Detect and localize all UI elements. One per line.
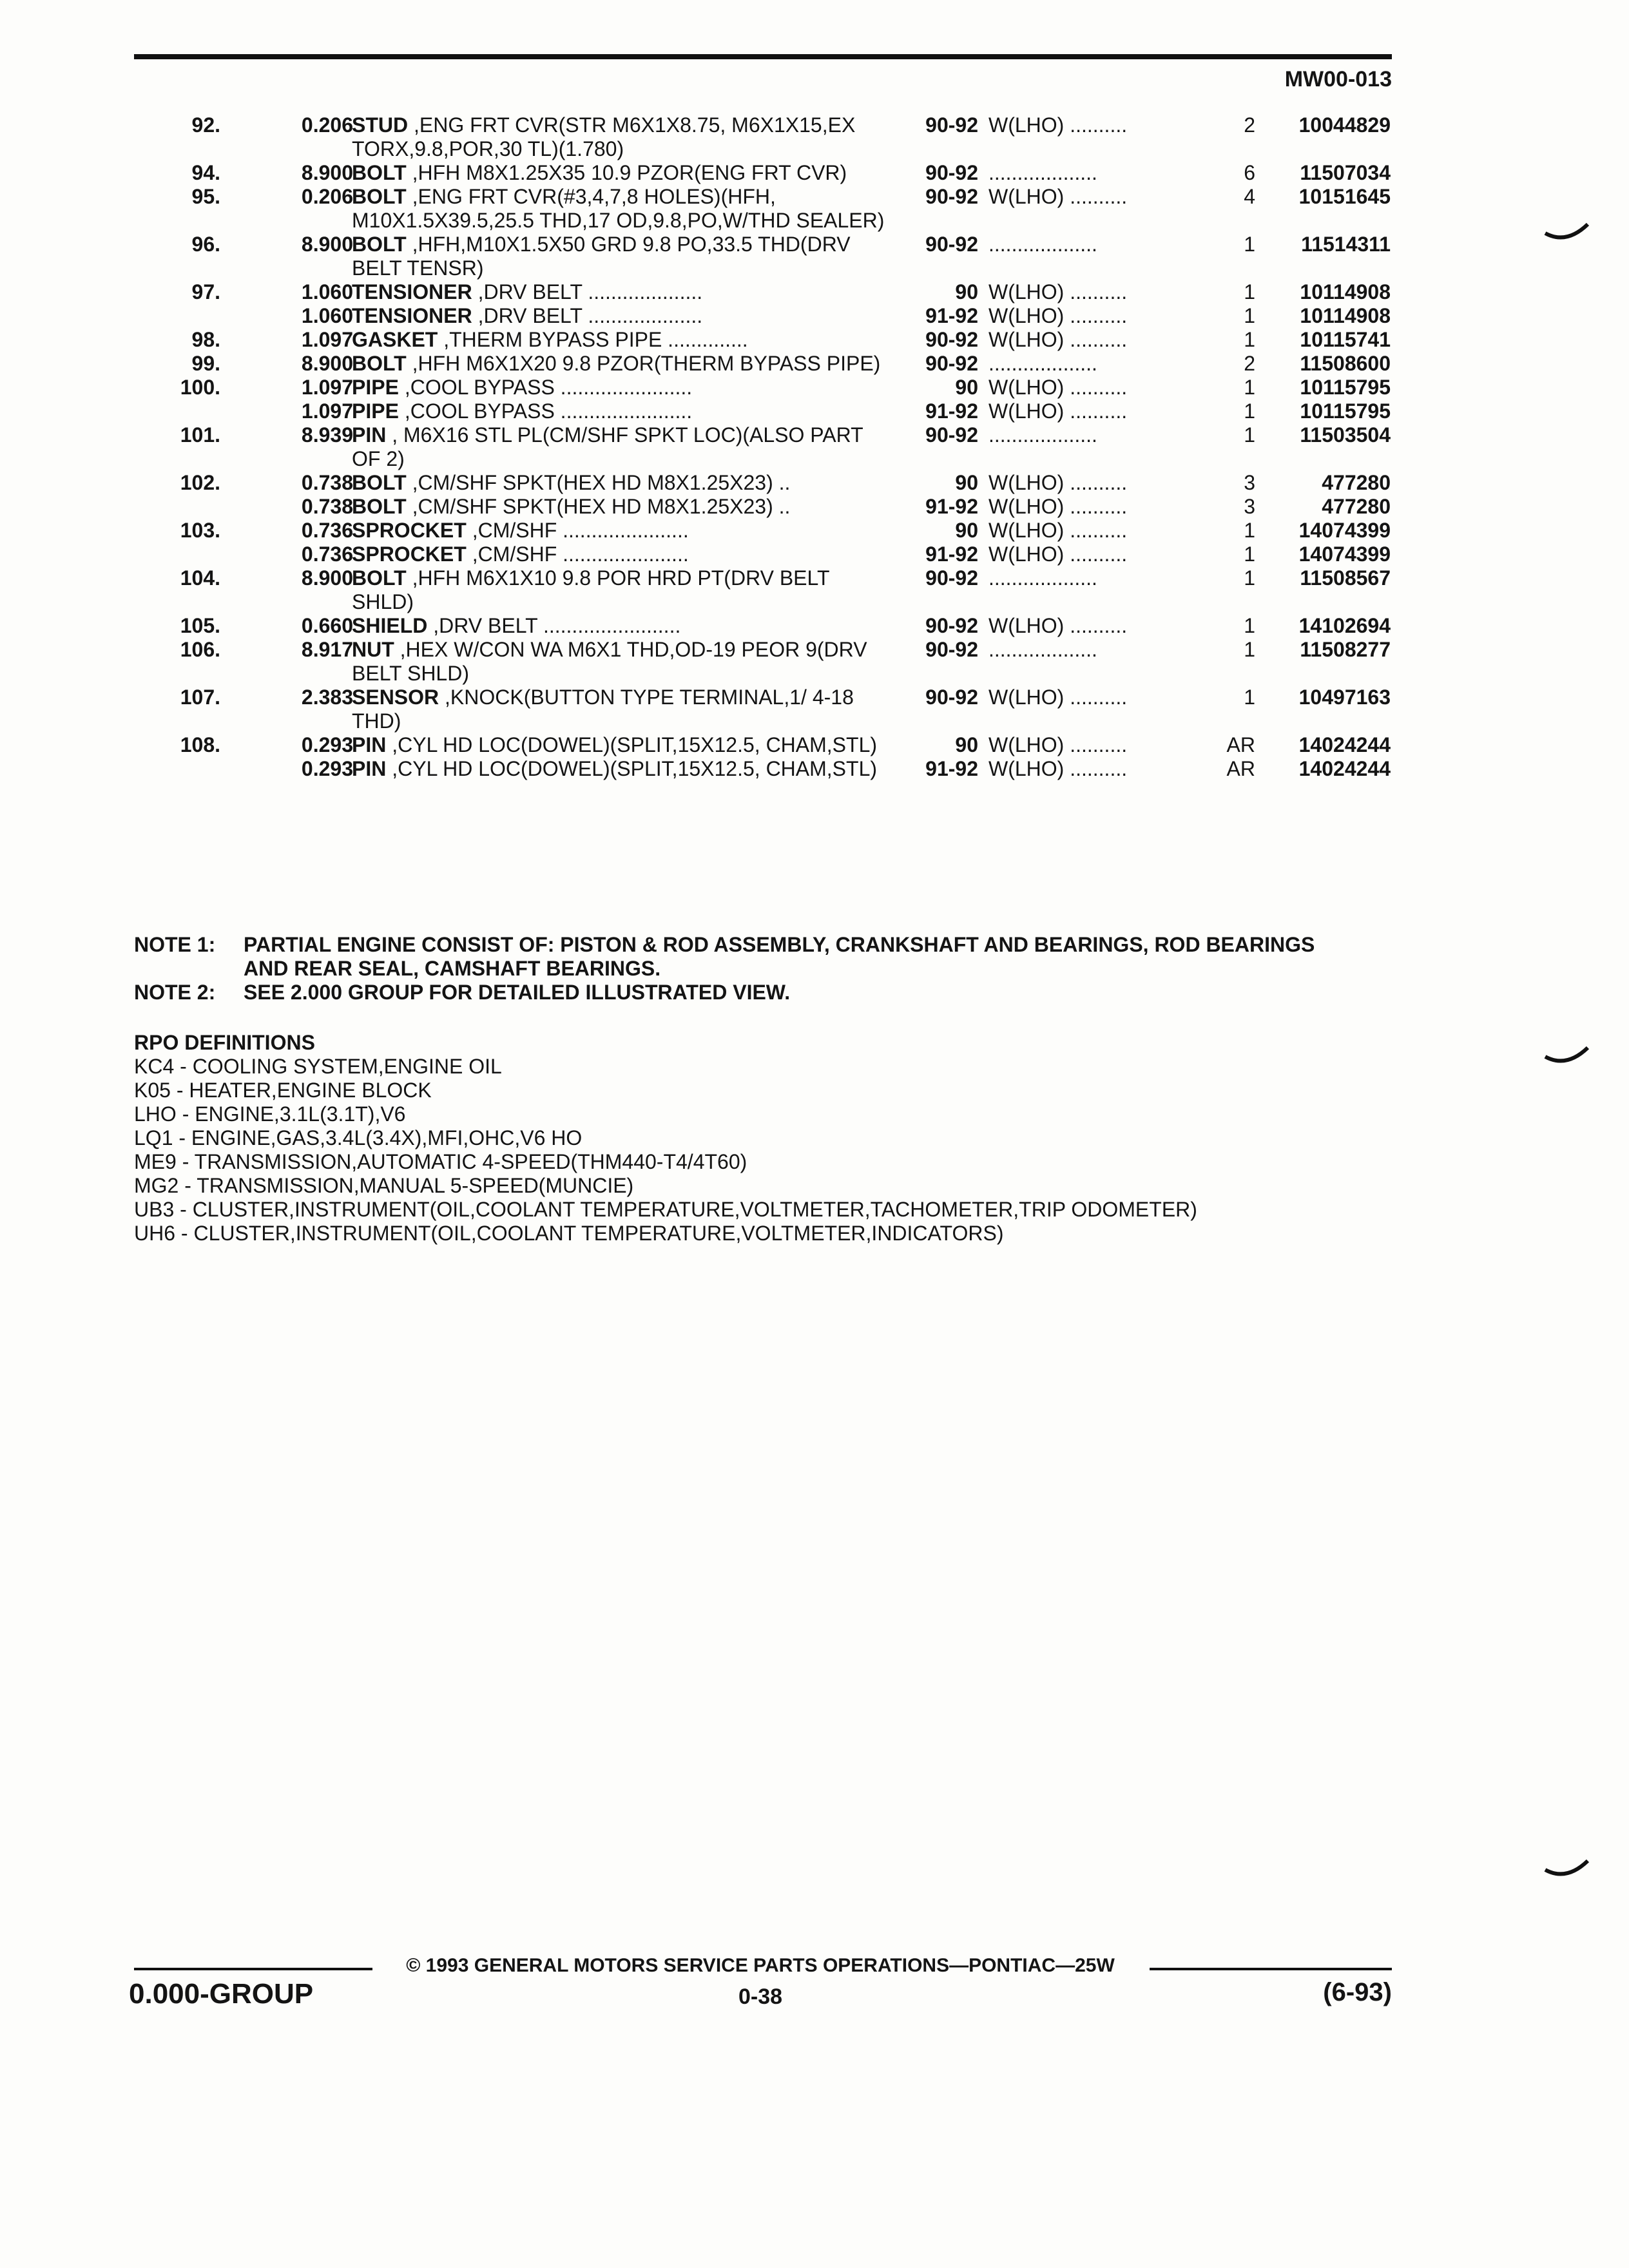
notes-section — [134, 933, 1358, 1004]
part-name: BOLT — [352, 352, 407, 375]
part-row — [134, 399, 1392, 423]
group-number: 1.097 — [301, 328, 353, 351]
part-description — [352, 304, 887, 328]
group-number: 0.660 — [301, 614, 353, 637]
part-name: PIN — [352, 423, 387, 447]
ref-number: 99. — [191, 352, 220, 375]
part-number: 10115795 — [1300, 376, 1391, 399]
binder-mark-icon — [1544, 1043, 1589, 1068]
part-description — [352, 686, 887, 733]
part-description — [352, 328, 887, 352]
part-description — [352, 185, 887, 233]
rpo-definitions — [134, 1031, 1391, 1245]
note — [134, 933, 1358, 981]
part-detail: ,HFH,M10X1.5X50 GRD 9.8 PO,33.5 THD(DRV BELT TENSR) — [352, 233, 851, 280]
option-code: W(LHO) .......... — [988, 185, 1128, 208]
part-detail: ,CYL HD LOC(DOWEL)(SPLIT,15X12.5, CHAM,STL) — [392, 733, 878, 756]
quantity: 2 — [1244, 352, 1255, 375]
quantity: 1 — [1244, 280, 1255, 303]
group-number: 0.206 — [301, 113, 353, 137]
part-row — [134, 614, 1392, 638]
part-name: SPROCKET — [352, 519, 467, 542]
option-code: ................... — [988, 638, 1097, 661]
part-row — [134, 280, 1392, 304]
model-years: 90-92 — [925, 638, 978, 661]
quantity: 2 — [1244, 113, 1255, 137]
group-number: 8.917 — [301, 638, 353, 661]
quantity: 1 — [1244, 376, 1255, 399]
ref-number: 94. — [191, 161, 220, 184]
part-name: TENSIONER — [352, 280, 472, 303]
quantity: AR — [1226, 733, 1255, 756]
part-number: 11514311 — [1301, 233, 1391, 256]
part-row — [134, 185, 1392, 233]
ref-number: 95. — [191, 185, 220, 208]
part-name: BOLT — [352, 185, 407, 208]
model-years: 90-92 — [925, 113, 978, 137]
quantity: 1 — [1244, 614, 1255, 637]
part-description — [352, 757, 887, 781]
rpo-item: MG2 - TRANSMISSION,MANUAL 5-SPEED(MUNCIE) — [134, 1174, 634, 1197]
rpo-item: UB3 - CLUSTER,INSTRUMENT(OIL,COOLANT TEMPERATURE,VOLTMETER,TACHOMETER,TRIP ODOMETER) — [134, 1198, 1197, 1221]
part-row — [134, 495, 1392, 519]
part-description — [352, 161, 887, 185]
option-code: ................... — [988, 423, 1097, 447]
part-row — [134, 304, 1392, 328]
group-number: 8.900 — [301, 161, 353, 184]
quantity: 1 — [1244, 566, 1255, 590]
rpo-item: K05 - HEATER,ENGINE BLOCK — [134, 1079, 432, 1102]
part-number: 10151645 — [1298, 185, 1391, 208]
group-number: 8.939 — [301, 423, 353, 447]
part-name: BOLT — [352, 233, 407, 256]
option-code: ................... — [988, 352, 1097, 375]
part-number: 14024244 — [1298, 757, 1391, 780]
part-row — [134, 566, 1392, 614]
part-row — [134, 471, 1392, 495]
part-detail: ,KNOCK(BUTTON TYPE TERMINAL,1/ 4-18 THD) — [352, 686, 854, 733]
ref-number: 107. — [180, 686, 220, 709]
part-detail: ,COOL BYPASS ....................... — [404, 399, 693, 423]
part-number: 14074399 — [1298, 519, 1391, 542]
group-number: 1.060 — [301, 280, 353, 303]
part-row — [134, 113, 1392, 161]
part-row — [134, 233, 1392, 280]
part-number: 10115741 — [1300, 328, 1391, 351]
quantity: 1 — [1244, 543, 1255, 566]
part-name: PIPE — [352, 376, 399, 399]
binder-mark-icon — [1544, 1856, 1589, 1881]
part-number: 14074399 — [1298, 543, 1391, 566]
part-detail: ,DRV BELT .................... — [477, 304, 703, 327]
top-rule — [134, 54, 1392, 59]
group-number: 8.900 — [301, 233, 353, 256]
note-label: NOTE 1: — [134, 933, 216, 956]
model-years: 91-92 — [925, 399, 978, 423]
part-name: BOLT — [352, 495, 407, 518]
part-name: SPROCKET — [352, 543, 467, 566]
part-number: 477280 — [1322, 471, 1391, 494]
model-years: 91-92 — [925, 495, 978, 518]
quantity: 1 — [1244, 399, 1255, 423]
rpo-item: UH6 - CLUSTER,INSTRUMENT(OIL,COOLANT TEMPERATURE,VOLTMETER,INDICATORS) — [134, 1222, 1004, 1245]
part-number: 10115795 — [1300, 399, 1391, 423]
quantity: AR — [1226, 757, 1255, 780]
ref-number: 96. — [191, 233, 220, 256]
part-description — [352, 638, 887, 686]
part-row — [134, 376, 1392, 399]
option-code: W(LHO) .......... — [988, 304, 1128, 327]
page-number: 0-38 — [738, 1984, 783, 2009]
part-number: 11508600 — [1300, 352, 1391, 375]
part-description — [352, 543, 887, 566]
model-years: 90-92 — [925, 686, 978, 709]
model-years: 90 — [955, 519, 978, 542]
part-number: 11508567 — [1300, 566, 1391, 590]
quantity: 1 — [1244, 304, 1255, 327]
model-years: 90 — [955, 376, 978, 399]
option-code: W(LHO) .......... — [988, 757, 1128, 780]
part-detail: ,HFH M8X1.25X35 10.9 PZOR(ENG FRT CVR) — [412, 161, 847, 184]
part-detail: ,ENG FRT CVR(STR M6X1X8.75, M6X1X15,EX TORX,9.8,POR,30 TL)(1.780) — [352, 113, 856, 160]
ref-number: 92. — [191, 113, 220, 137]
part-name: TENSIONER — [352, 304, 472, 327]
part-number: 10114908 — [1300, 280, 1391, 303]
part-name: SENSOR — [352, 686, 439, 709]
note-text: SEE 2.000 GROUP FOR DETAILED ILLUSTRATED VIEW. — [244, 981, 791, 1004]
group-number: 1.060 — [301, 304, 353, 327]
ref-number: 108. — [180, 733, 220, 756]
rpo-item: ME9 - TRANSMISSION,AUTOMATIC 4-SPEED(THM440-T4/4T60) — [134, 1150, 747, 1173]
group-number: 8.900 — [301, 566, 353, 590]
part-description — [352, 399, 887, 423]
part-description — [352, 471, 887, 495]
model-years: 90-92 — [925, 161, 978, 184]
parts-list — [134, 113, 1392, 781]
rpo-item: KC4 - COOLING SYSTEM,ENGINE OIL — [134, 1055, 502, 1078]
part-name: BOLT — [352, 471, 407, 494]
group-number: 0.293 — [301, 757, 353, 780]
part-description — [352, 495, 887, 519]
part-number: 11508277 — [1300, 638, 1391, 661]
part-description — [352, 113, 887, 161]
footer-rule-left — [134, 1968, 372, 1970]
footer-rule-right — [1150, 1968, 1392, 1970]
quantity: 1 — [1244, 233, 1255, 256]
option-code: ................... — [988, 233, 1097, 256]
part-name: GASKET — [352, 328, 438, 351]
ref-number: 104. — [180, 566, 220, 590]
group-number: 0.206 — [301, 185, 353, 208]
option-code: W(LHO) .......... — [988, 543, 1128, 566]
option-code: W(LHO) .......... — [988, 399, 1128, 423]
quantity: 3 — [1244, 471, 1255, 494]
option-code: W(LHO) .......... — [988, 376, 1128, 399]
part-row — [134, 733, 1392, 757]
option-code: W(LHO) .......... — [988, 686, 1128, 709]
quantity: 4 — [1244, 185, 1255, 208]
group-number: 0.293 — [301, 733, 353, 756]
part-description — [352, 423, 887, 471]
part-detail: ,DRV BELT ........................ — [433, 614, 681, 637]
ref-number: 106. — [180, 638, 220, 661]
revision-date: (6-93) — [1323, 1978, 1392, 2006]
model-years: 90-92 — [925, 185, 978, 208]
option-code: ................... — [988, 161, 1097, 184]
copyright-text: © 1993 GENERAL MOTORS SERVICE PARTS OPERATIONS—PONTIAC—25W — [406, 1955, 1115, 1976]
model-years: 90 — [955, 733, 978, 756]
part-row — [134, 161, 1392, 185]
part-detail: ,CM/SHF SPKT(HEX HD M8X1.25X23) .. — [412, 495, 791, 518]
part-name: STUD — [352, 113, 409, 137]
part-row — [134, 543, 1392, 566]
model-years: 90 — [955, 471, 978, 494]
note — [134, 981, 1358, 1004]
model-years: 90-92 — [925, 233, 978, 256]
note-label: NOTE 2: — [134, 981, 216, 1004]
part-detail: ,CM/SHF ...................... — [472, 543, 689, 566]
note-text: PARTIAL ENGINE CONSIST OF: PISTON & ROD ASSEMBLY, CRANKSHAFT AND BEARINGS, ROD BEARINGS AND REAR SEAL, CAMSHAFT BEARINGS. — [244, 933, 1315, 980]
part-detail: ,HFH M6X1X10 9.8 POR HRD PT(DRV BELT SHLD) — [352, 566, 829, 613]
group-number: 1.097 — [301, 376, 353, 399]
quantity: 6 — [1244, 161, 1255, 184]
model-years: 90-92 — [925, 566, 978, 590]
part-name: BOLT — [352, 161, 407, 184]
quantity: 1 — [1244, 638, 1255, 661]
model-years: 90-92 — [925, 328, 978, 351]
part-description — [352, 280, 887, 304]
part-name: SHIELD — [352, 614, 428, 637]
model-years: 91-92 — [925, 543, 978, 566]
part-detail: ,DRV BELT .................... — [477, 280, 703, 303]
part-description — [352, 733, 887, 757]
ref-number: 97. — [191, 280, 220, 303]
part-name: PIN — [352, 733, 387, 756]
part-detail: ,CM/SHF ...................... — [472, 519, 689, 542]
group-number: 0.738 — [301, 495, 353, 518]
group-number: 0.736 — [301, 543, 353, 566]
model-years: 90-92 — [925, 352, 978, 375]
part-row — [134, 757, 1392, 781]
binder-mark-icon — [1544, 219, 1589, 245]
model-years: 91-92 — [925, 304, 978, 327]
ref-number: 105. — [180, 614, 220, 637]
part-number: 14024244 — [1298, 733, 1391, 756]
part-detail: ,HEX W/CON WA M6X1 THD,OD-19 PEOR 9(DRV BELT SHLD) — [352, 638, 867, 685]
option-code: ................... — [988, 566, 1097, 590]
part-number: 11503504 — [1300, 423, 1391, 447]
part-description — [352, 519, 887, 543]
quantity: 1 — [1244, 519, 1255, 542]
part-name: BOLT — [352, 566, 407, 590]
option-code: W(LHO) .......... — [988, 614, 1128, 637]
quantity: 3 — [1244, 495, 1255, 518]
rpo-heading: RPO DEFINITIONS — [134, 1031, 315, 1054]
group-number: 0.738 — [301, 471, 353, 494]
ref-number: 98. — [191, 328, 220, 351]
model-years: 90 — [955, 280, 978, 303]
part-description — [352, 614, 887, 638]
part-detail: ,THERM BYPASS PIPE .............. — [443, 328, 748, 351]
option-code: W(LHO) .......... — [988, 519, 1128, 542]
part-detail: ,COOL BYPASS ....................... — [404, 376, 693, 399]
part-row — [134, 638, 1392, 686]
option-code: W(LHO) .......... — [988, 280, 1128, 303]
rpo-list — [134, 1055, 1391, 1245]
part-row — [134, 328, 1392, 352]
part-detail: ,CM/SHF SPKT(HEX HD M8X1.25X23) .. — [412, 471, 791, 494]
part-number: 10114908 — [1300, 304, 1391, 327]
part-number: 11507034 — [1300, 161, 1391, 184]
group-label: 0.000-GROUP — [129, 1978, 314, 2010]
quantity: 1 — [1244, 423, 1255, 447]
part-row — [134, 352, 1392, 376]
document-id: MW00-013 — [1284, 67, 1392, 91]
part-detail: ,HFH M6X1X20 9.8 PZOR(THERM BYPASS PIPE) — [412, 352, 881, 375]
model-years: 90-92 — [925, 614, 978, 637]
group-number: 8.900 — [301, 352, 353, 375]
quantity: 1 — [1244, 328, 1255, 351]
part-number: 14102694 — [1298, 614, 1391, 637]
part-row — [134, 423, 1392, 471]
part-name: PIN — [352, 757, 387, 780]
part-number: 10044829 — [1298, 113, 1391, 137]
part-row — [134, 686, 1392, 733]
ref-number: 100. — [180, 376, 220, 399]
option-code: W(LHO) .......... — [988, 495, 1128, 518]
part-number: 10497163 — [1298, 686, 1391, 709]
group-number: 0.736 — [301, 519, 353, 542]
model-years: 91-92 — [925, 757, 978, 780]
part-name: NUT — [352, 638, 394, 661]
part-detail: ,ENG FRT CVR(#3,4,7,8 HOLES)(HFH, M10X1.5X39.5,25.5 THD,17 OD,9.8,PO,W/THD SEALER) — [352, 185, 885, 232]
ref-number: 102. — [180, 471, 220, 494]
group-number: 1.097 — [301, 399, 353, 423]
option-code: W(LHO) .......... — [988, 328, 1128, 351]
part-row — [134, 519, 1392, 543]
model-years: 90-92 — [925, 423, 978, 447]
part-detail: , M6X16 STL PL(CM/SHF SPKT LOC)(ALSO PART OF 2) — [352, 423, 863, 470]
part-description — [352, 352, 887, 376]
option-code: W(LHO) .......... — [988, 471, 1128, 494]
part-name: PIPE — [352, 399, 399, 423]
option-code: W(LHO) .......... — [988, 113, 1128, 137]
part-description — [352, 233, 887, 280]
rpo-item: LHO - ENGINE,3.1L(3.1T),V6 — [134, 1102, 406, 1126]
part-description — [352, 376, 887, 399]
part-detail: ,CYL HD LOC(DOWEL)(SPLIT,15X12.5, CHAM,STL) — [392, 757, 878, 780]
ref-number: 103. — [180, 519, 220, 542]
rpo-item: LQ1 - ENGINE,GAS,3.4L(3.4X),MFI,OHC,V6 HO — [134, 1126, 583, 1149]
option-code: W(LHO) .......... — [988, 733, 1128, 756]
group-number: 2.383 — [301, 686, 353, 709]
part-description — [352, 566, 887, 614]
ref-number: 101. — [180, 423, 220, 447]
part-number: 477280 — [1322, 495, 1391, 518]
quantity: 1 — [1244, 686, 1255, 709]
